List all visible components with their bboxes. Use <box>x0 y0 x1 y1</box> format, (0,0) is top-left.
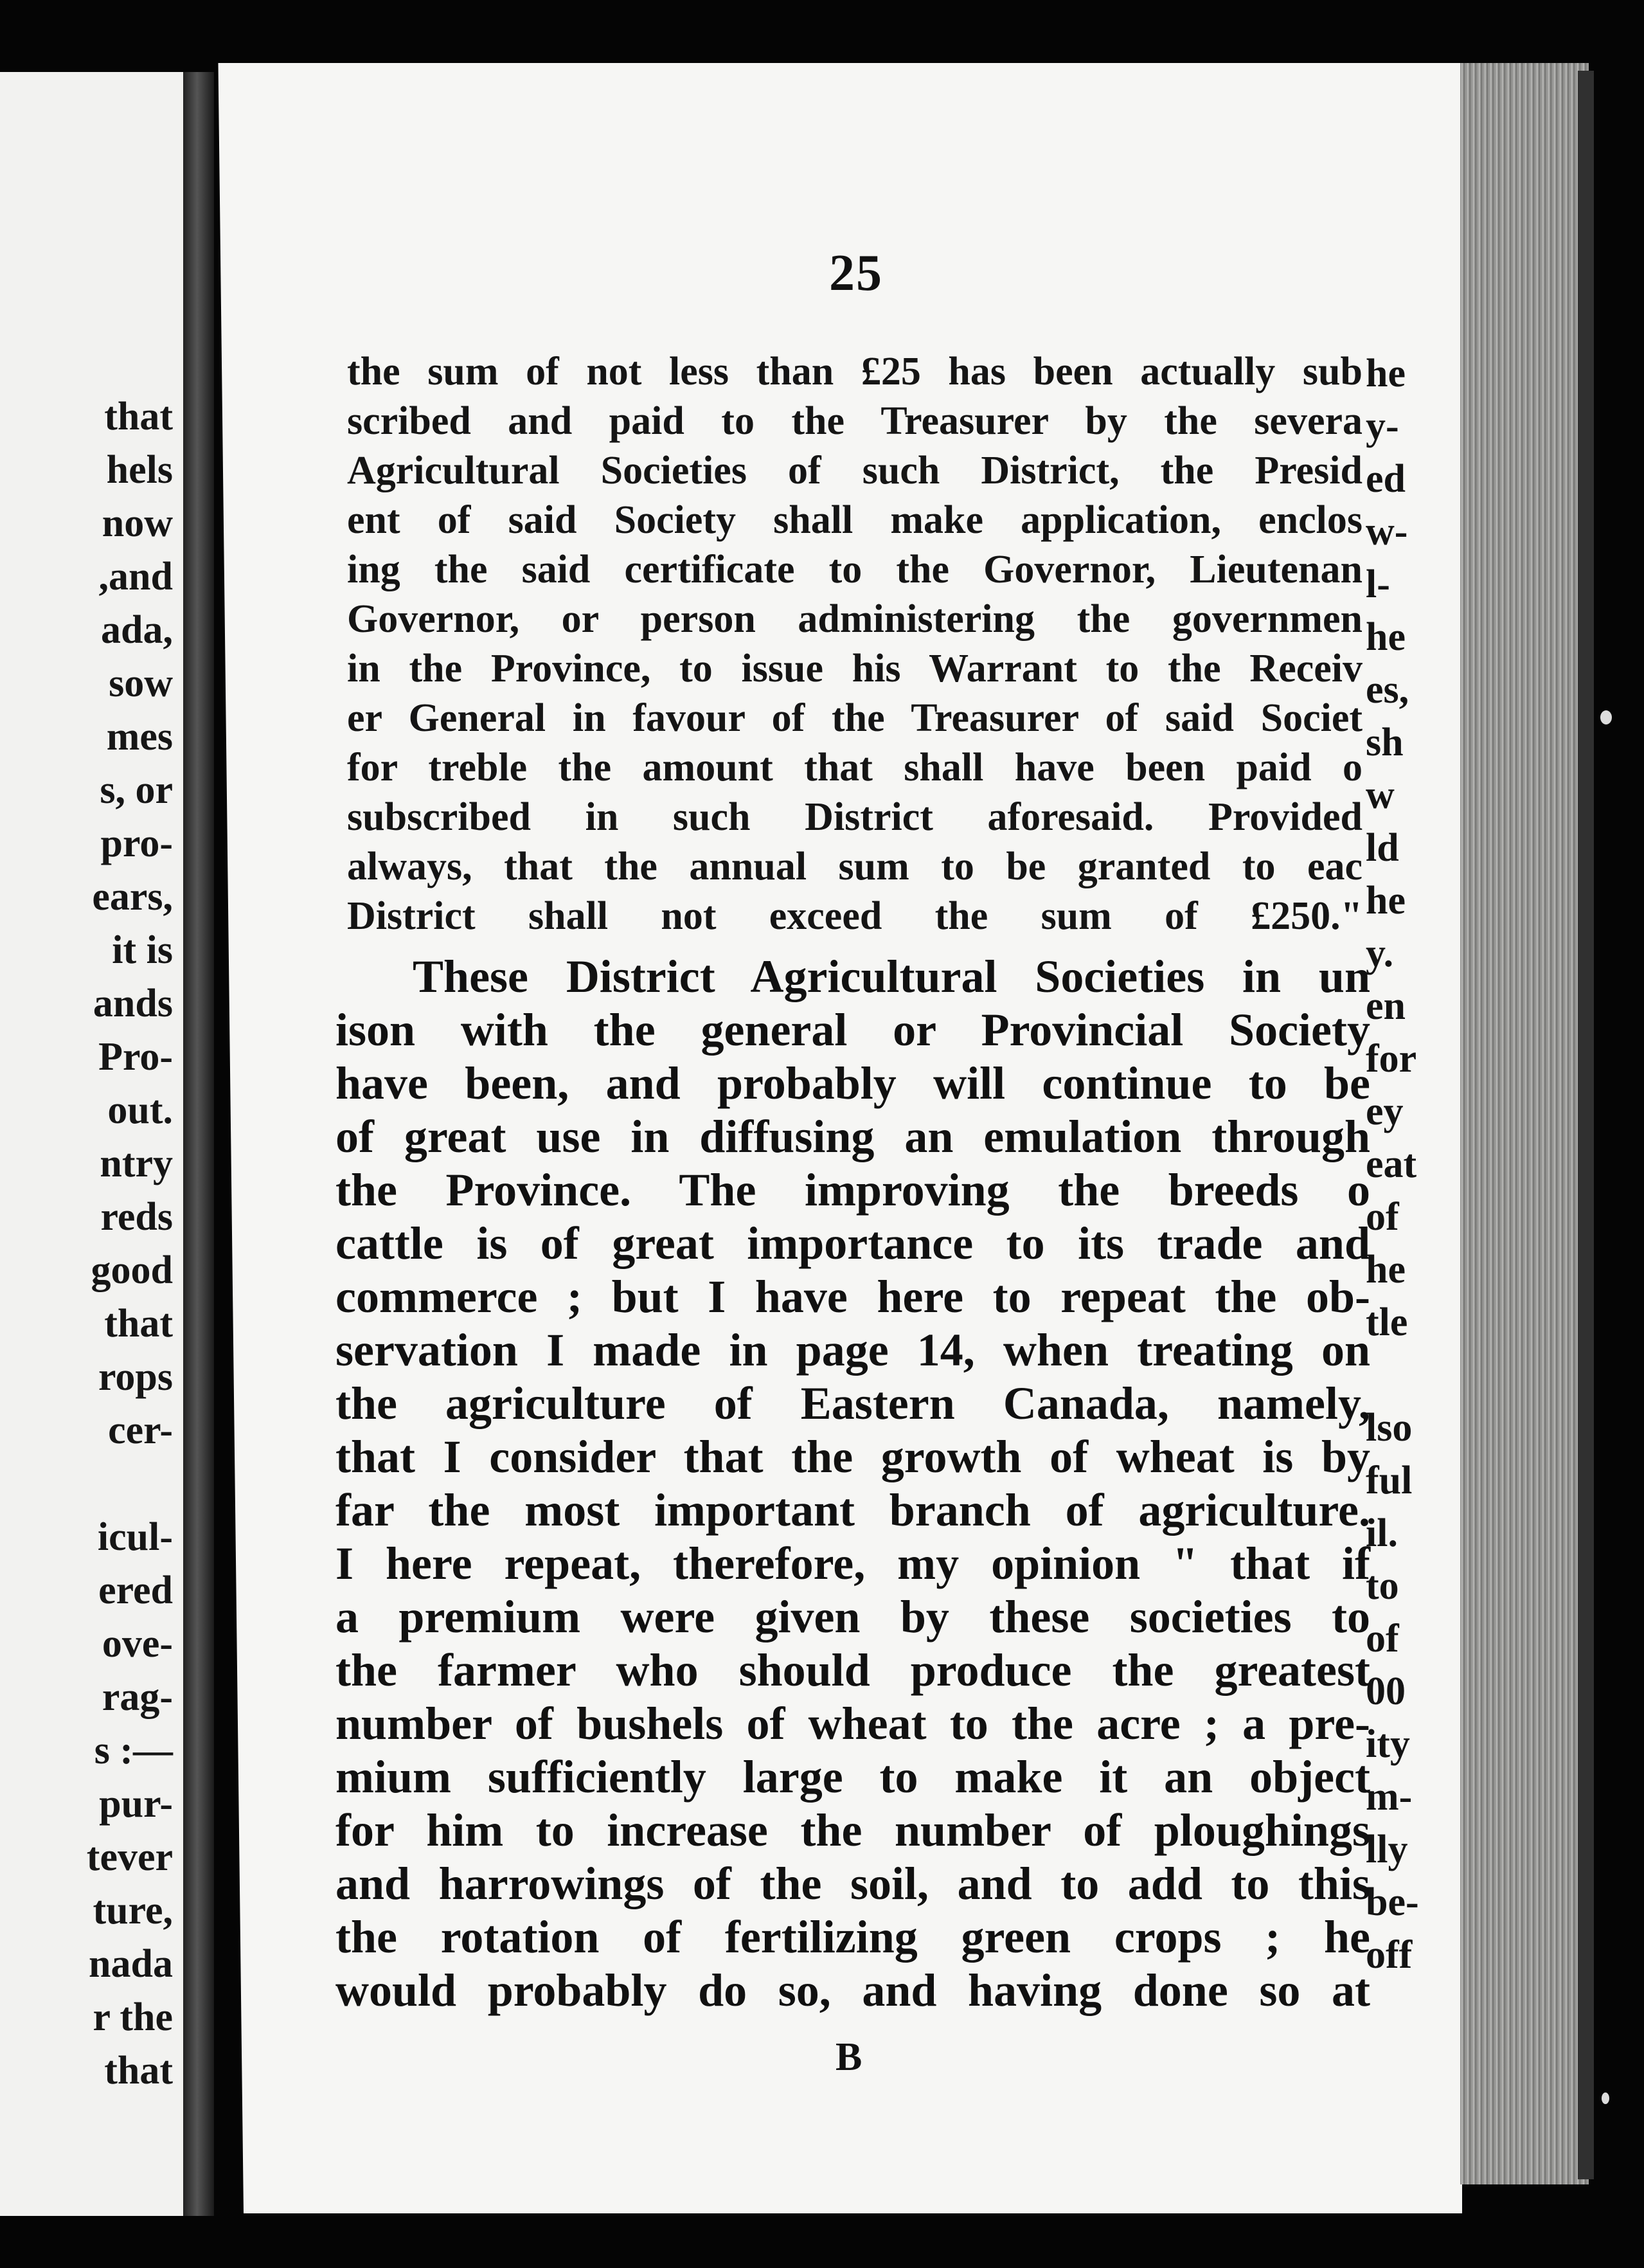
text-line: number of bushels of wheat to the acre ; a pre- <box>335 1698 1370 1749</box>
left-fragment-line: rops <box>98 1355 173 1399</box>
text-line: in the Province, to issue his Warrant to the Receiv <box>347 647 1363 690</box>
text-line: commerce ; but I have here to repeat the ob- <box>335 1271 1370 1322</box>
text-line: the Province. The improving the breeds o <box>335 1164 1370 1216</box>
text-line: far the most important branch of agriculture. <box>335 1484 1370 1536</box>
text-line: the rotation of fertilizing green crops ; he <box>335 1911 1370 1963</box>
signature-mark: B <box>835 2035 862 2079</box>
page-fore-edge <box>1460 63 1589 2184</box>
right-fragment-line: to <box>1366 1564 1399 1608</box>
right-fragment-line: of <box>1366 1617 1399 1661</box>
left-fragment-line: ture, <box>93 1889 173 1932</box>
right-fragment-line: ld <box>1366 826 1399 870</box>
right-fragment-line: ful <box>1366 1459 1413 1502</box>
left-fragment-line: ands <box>93 982 173 1025</box>
text-line: ent of said Society shall make application, enclos <box>347 498 1363 542</box>
left-fragment-line: sow <box>109 662 173 705</box>
text-line: I here repeat, therefore, my opinion " that if <box>335 1538 1370 1589</box>
left-page <box>0 72 183 2216</box>
right-fragment-line: w- <box>1366 510 1408 554</box>
text-line: a premium were given by these societies to <box>335 1591 1370 1643</box>
text-line: ison with the general or Provincial Society <box>335 1004 1370 1056</box>
text-line: the agriculture of Eastern Canada, namely, <box>335 1378 1370 1429</box>
right-fragment-line: eat <box>1366 1142 1417 1186</box>
left-fragment-line: r the <box>93 1995 173 2039</box>
text-line: the farmer who should produce the greatest <box>335 1644 1370 1696</box>
left-fragment-line: icul- <box>97 1515 173 1559</box>
text-line: ing the said certificate to the Governor, Lieutenan <box>347 548 1363 591</box>
text-line: for treble the amount that shall have been paid o <box>347 746 1363 789</box>
text-line: always, that the annual sum to be granted to eac <box>347 845 1363 888</box>
text-line: er General in favour of the Treasurer of said Societ <box>347 696 1363 740</box>
left-fragment-line: nada <box>89 1942 173 1986</box>
right-fragment-line: he <box>1366 352 1406 395</box>
right-fragment-line: tle <box>1366 1300 1408 1344</box>
body-paragraph <box>335 950 1370 2017</box>
left-fragment-line: s :— <box>94 1729 173 1772</box>
left-fragment-line: ntry <box>100 1142 173 1185</box>
right-fragment-line: il. <box>1366 1511 1398 1555</box>
right-fragment-line: y. <box>1366 932 1394 975</box>
left-fragment-line <box>87 1457 173 1511</box>
right-fragment-line: he <box>1366 1248 1406 1292</box>
text-line: cattle is of great importance to its trade and <box>335 1218 1370 1269</box>
text-line: would probably do so, and having done so at <box>335 1965 1370 2016</box>
right-fragment-line: for <box>1366 1037 1417 1081</box>
right-fragment-line: w <box>1366 773 1395 817</box>
left-fragment-line: now <box>102 501 173 545</box>
dust-speck <box>1600 710 1612 724</box>
text-line: These District Agricultural Societies in un <box>413 951 1370 1002</box>
right-fragment-line: he <box>1366 879 1406 923</box>
book-gutter <box>183 72 214 2216</box>
text-line: mium sufficiently large to make it an object <box>335 1751 1370 1803</box>
page-number: 25 <box>829 245 883 302</box>
right-fragment-line <box>1366 1349 1462 1401</box>
left-fragment-line: pur- <box>99 1782 173 1826</box>
bleed-through-fragments <box>1366 347 1462 1981</box>
text-line: subscribed in such District aforesaid. Provided <box>347 795 1363 839</box>
text-line: and harrowings of the soil, and to add to this <box>335 1858 1370 1909</box>
left-fragment-line: pro- <box>100 822 173 865</box>
right-fragment-line: ey <box>1366 1090 1404 1133</box>
dust-speck <box>1602 2092 1609 2104</box>
text-line: servation I made in page 14, when treating on <box>335 1324 1370 1376</box>
text-line: for him to increase the number of ploughings <box>335 1805 1370 1856</box>
right-fragment-line: es, <box>1366 668 1409 712</box>
right-fragment-line: ity <box>1366 1722 1410 1766</box>
text-line: that I consider that the growth of wheat is by <box>335 1431 1370 1482</box>
fore-edge-shadow <box>1578 71 1594 2179</box>
right-fragment-line: y- <box>1366 404 1399 448</box>
left-fragment-line: mes <box>106 715 173 759</box>
text-line: Agricultural Societies of such District, the Presid <box>347 449 1363 492</box>
right-fragment-line: en <box>1366 984 1406 1028</box>
left-fragment-line: that <box>104 395 173 438</box>
right-fragment-line: be- <box>1366 1880 1419 1924</box>
left-fragment-line: reds <box>100 1195 173 1239</box>
left-fragment-line: rag- <box>102 1675 173 1719</box>
text-line: of great use in diffusing an emulation through <box>335 1111 1370 1162</box>
text-line: have been, and probably will continue to be <box>335 1058 1370 1109</box>
right-fragment-line: sh <box>1366 721 1404 764</box>
left-fragment-line: tever <box>86 1835 173 1879</box>
left-fragment-line: that <box>104 2049 173 2092</box>
right-fragment-line: he <box>1366 615 1406 659</box>
right-fragment-line: lly <box>1366 1828 1408 1871</box>
right-fragment-line: ed <box>1366 457 1406 501</box>
right-fragment-line: off <box>1366 1933 1413 1977</box>
left-fragment-line: Pro- <box>98 1035 173 1079</box>
left-fragment-line: ada, <box>101 608 173 652</box>
left-fragment-line: hels <box>106 448 173 492</box>
text-line: scribed and paid to the Treasurer by the severa <box>347 399 1363 443</box>
text-line: Governor, or person administering the governmen <box>347 597 1363 641</box>
right-fragment-line: of <box>1366 1195 1399 1239</box>
text-line: District shall not exceed the sum of £250." <box>347 894 1363 938</box>
left-fragment-line: that <box>104 1302 173 1346</box>
left-fragment-line: out. <box>107 1088 173 1132</box>
text-line: the sum of not less than £25 has been actually sub <box>347 350 1363 393</box>
left-page-text-fragments <box>87 390 173 2098</box>
left-fragment-line: ,and <box>98 555 173 598</box>
left-fragment-line: ered <box>98 1569 173 1612</box>
left-fragment-line: cer- <box>108 1408 173 1452</box>
left-fragment-line: it is <box>112 928 173 972</box>
left-fragment-line: good <box>91 1248 173 1292</box>
right-fragment-line: 00 <box>1366 1670 1406 1713</box>
right-fragment-line: lso <box>1366 1406 1413 1450</box>
left-fragment-line: ears, <box>92 875 173 919</box>
right-fragment-line: l- <box>1366 562 1390 606</box>
left-fragment-line: s, or <box>100 768 173 812</box>
left-fragment-line: ove- <box>102 1622 173 1666</box>
quoted-statute-text <box>347 347 1363 941</box>
right-fragment-line: m- <box>1366 1775 1413 1819</box>
